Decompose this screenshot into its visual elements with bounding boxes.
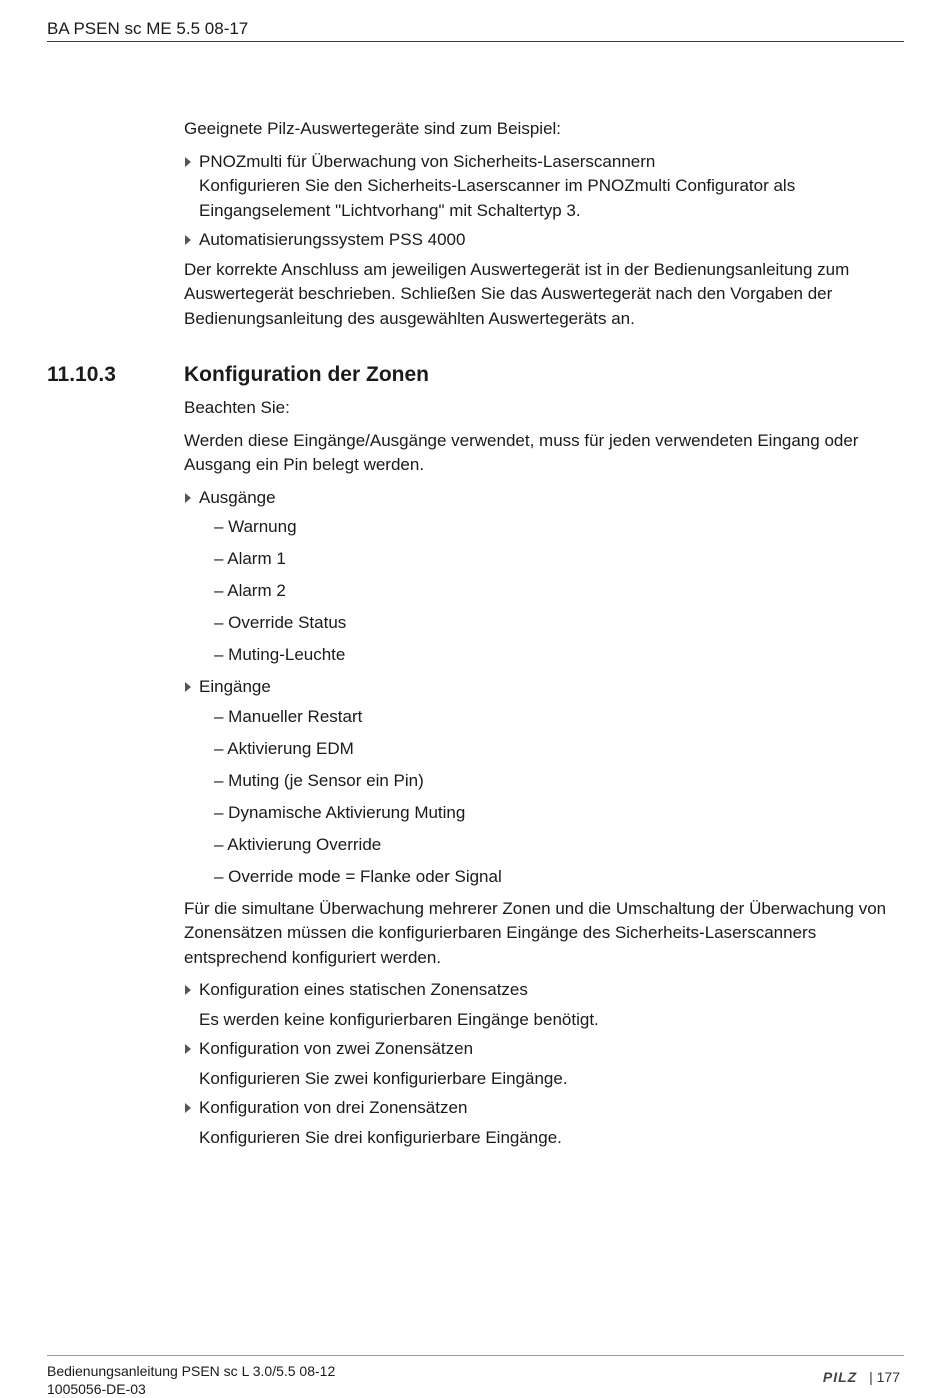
dash-item: – Alarm 1 (214, 549, 286, 568)
dash-item: – Dynamische Aktivierung Muting (214, 802, 466, 822)
page-number: | 177 (869, 1369, 900, 1385)
footer-page (823, 1368, 900, 1386)
section-body (184, 396, 899, 1155)
paragraph: Für die simultane Überwachung mehrerer Zonen und die Umschaltung der Überwachung von Zonensätzen müssen die konfigurierbaren Eingänge des Sicherheits-Laserscanners entsprechend konfiguriert werden. (184, 898, 887, 967)
triangle-bullet-icon (185, 235, 191, 245)
section-title: Konfiguration der Zonen (184, 363, 429, 386)
triangle-bullet-icon (185, 985, 191, 995)
footer-manual-title: Bedienungsanleitung PSEN sc L 3.0/5.5 08-12 (47, 1363, 336, 1379)
list-item: Automatisierungssystem PSS 4000 (184, 228, 899, 253)
document-title: BA PSEN sc ME 5.5 08-17 (47, 19, 249, 38)
triangle-bullet-icon (185, 1044, 191, 1054)
triangle-bullet-icon (185, 682, 191, 692)
page-footer (47, 1355, 904, 1397)
list-item: Ausgänge (184, 486, 899, 511)
paragraph: Werden diese Eingänge/Ausgänge verwendet, muss für jeden verwendeten Eingang oder Ausgang ein Pin belegt werden. (184, 430, 859, 474)
list-item: Eingänge (184, 675, 899, 700)
intro-lead: Geeignete Pilz-Auswertegeräte sind zum Beispiel: (184, 119, 562, 138)
list-item: Konfiguration eines statischen Zonensatzes Es werden keine konfigurierbaren Eingänge benötigt. (184, 978, 899, 1032)
page-header (47, 18, 904, 42)
dash-item: – Aktivierung EDM (214, 738, 354, 758)
section-number: 11.10.3 (47, 363, 116, 386)
note-text: Beachten Sie: (184, 398, 290, 417)
intro-paragraph: Der korrekte Anschluss am jeweiligen Auswertegerät ist in der Bedienungsanleitung zum Auswertegerät beschrieben. Schließen Sie das Auswertegerät nach den Vorgaben der Bedienungsanleitung des ausgewählten Auswertegeräts an. (184, 259, 850, 328)
list-item: Konfiguration von zwei Zonensätzen Konfigurieren Sie zwei konfigurierbare Eingänge. (184, 1037, 899, 1091)
pilz-logo: PILZ (822, 1369, 858, 1385)
dash-item: – Override Status (214, 613, 347, 632)
dash-item: – Warnung (214, 517, 297, 536)
intro-block (184, 117, 899, 339)
dash-item: – Muting-Leuchte (214, 645, 346, 664)
list-item: Konfiguration von drei Zonensätzen Konfigurieren Sie drei konfigurierbare Eingänge. (184, 1096, 899, 1150)
footer-info (47, 1362, 335, 1398)
dash-item: – Override mode = Flanke oder Signal (214, 866, 502, 886)
dash-item: – Manueller Restart (214, 706, 363, 726)
triangle-bullet-icon (185, 1103, 191, 1113)
list-item: PNOZmulti für Überwachung von Sicherheits-Laserscannern Konfigurieren Sie den Sicherheits-Laserscanner im PNOZmulti Configurator als Eingangselement "Lichtvorhang" mit Schaltertyp 3. (184, 150, 899, 224)
dash-item: – Alarm 2 (214, 581, 286, 600)
triangle-bullet-icon (185, 493, 191, 503)
dash-item: – Aktivierung Override (214, 834, 382, 854)
dash-item: – Muting (je Sensor ein Pin) (214, 770, 424, 790)
footer-doc-number: 1005056-DE-03 (47, 1381, 146, 1397)
triangle-bullet-icon (185, 157, 191, 167)
